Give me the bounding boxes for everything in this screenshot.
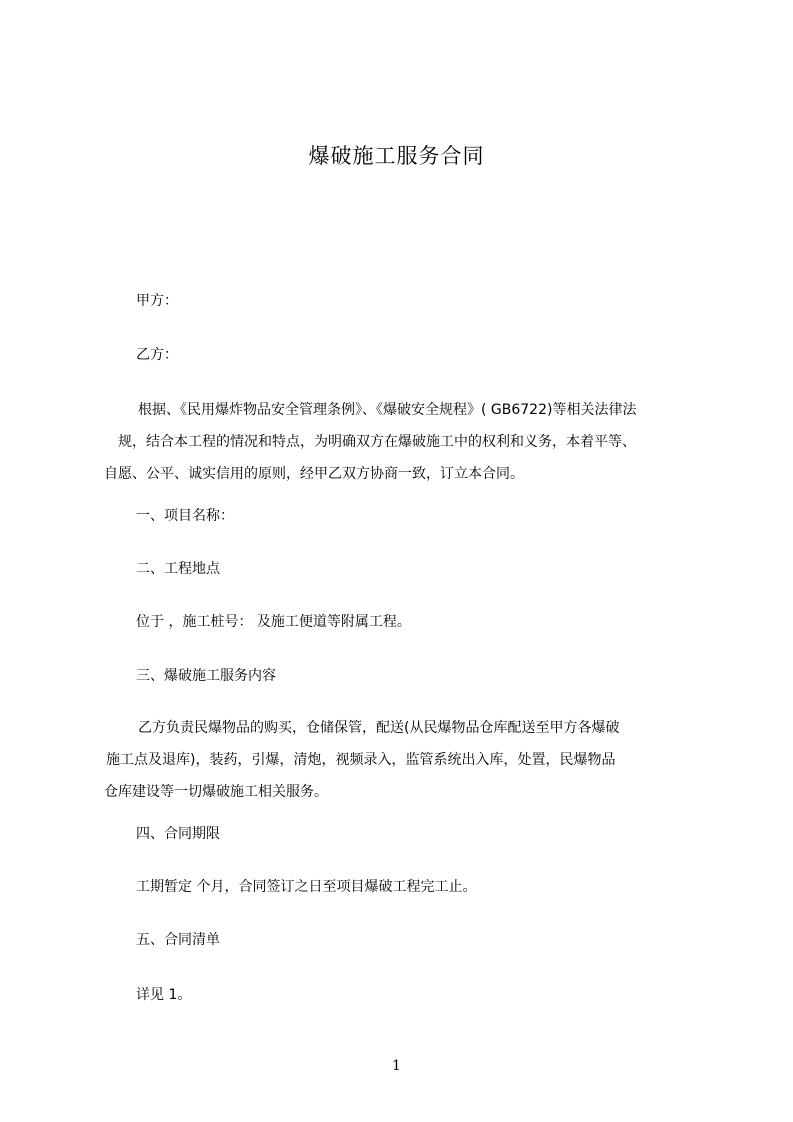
services-line: 乙方负责民爆物品的购买，仓储保管，配送(从民爆物品仓库配送至甲方各爆破 (138, 720, 620, 736)
intro-paragraph (104, 394, 698, 490)
intro-line: 自愿、公平、诚实信用的原则，经甲乙双方协商一致，订立本合同。 (104, 466, 524, 482)
services-paragraph (104, 712, 698, 808)
section-body-list: 详见 1。 (136, 987, 192, 1003)
section-heading-location: 二、工程地点 (136, 561, 220, 577)
section-body-term: 工期暂定 个月，合同签订之日至项目爆破工程完工止。 (136, 879, 477, 895)
document-title: 爆破施工服务合同 (308, 144, 485, 168)
party-b-label: 乙方： (136, 347, 178, 363)
section-body-location: 位于 ，施工桩号： 及施工便道等附属工程。 (136, 614, 411, 630)
page-number: 1 (392, 1058, 401, 1074)
section-heading-list: 五、合同清单 (136, 932, 220, 948)
intro-line: 规，结合本工程的情况和特点，为明确双方在爆破施工中的权利和义务，本着平等、 (118, 434, 636, 450)
services-line: 仓库建设等一切爆破施工相关服务。 (104, 784, 328, 800)
party-a-label: 甲方： (136, 293, 178, 309)
section-heading-project-name: 一、项目名称： (136, 508, 234, 524)
intro-line: 根据、《民用爆炸物品安全管理条例》、《爆破安全规程》( GB6722)等相关法律法 (138, 402, 637, 418)
section-heading-term: 四、合同期限 (136, 826, 220, 842)
section-heading-services: 三、爆破施工服务内容 (136, 668, 276, 684)
services-line: 施工点及退库)，装药，引爆，清炮，视频录入，监管系统出入库，处置，民爆物品 (106, 752, 616, 768)
